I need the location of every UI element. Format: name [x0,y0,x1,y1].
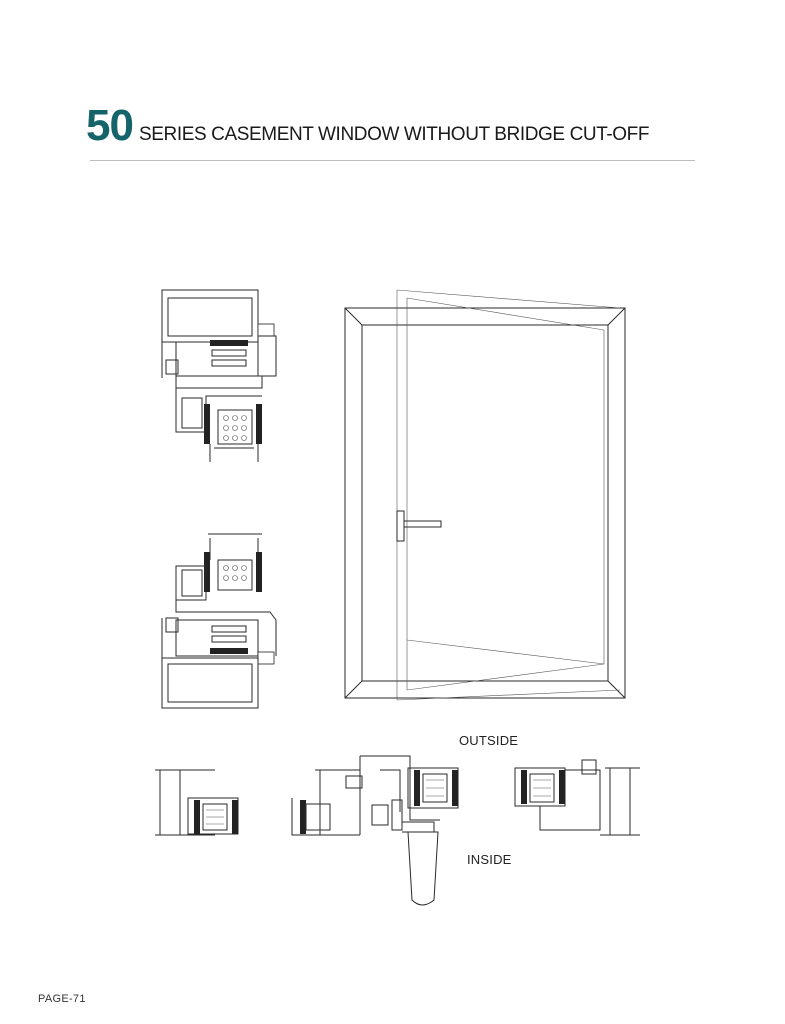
horizontal-section-left [155,770,238,835]
lever-handle-icon [392,800,438,905]
outside-label: OUTSIDE [459,733,519,748]
horizontal-section-right [515,760,640,835]
inside-label: INSIDE [467,852,512,867]
section-bottom-profile [162,534,276,708]
series-number: 50 [86,101,133,150]
window-elevation [345,290,625,700]
window-handle-icon [397,511,441,541]
page-number: PAGE-71 [38,993,86,1005]
horizontal-section-middle [292,756,458,835]
title-text: SERIES CASEMENT WINDOW WITHOUT BRIDGE CUT-OFF [138,124,650,145]
section-top-profile [162,290,276,462]
